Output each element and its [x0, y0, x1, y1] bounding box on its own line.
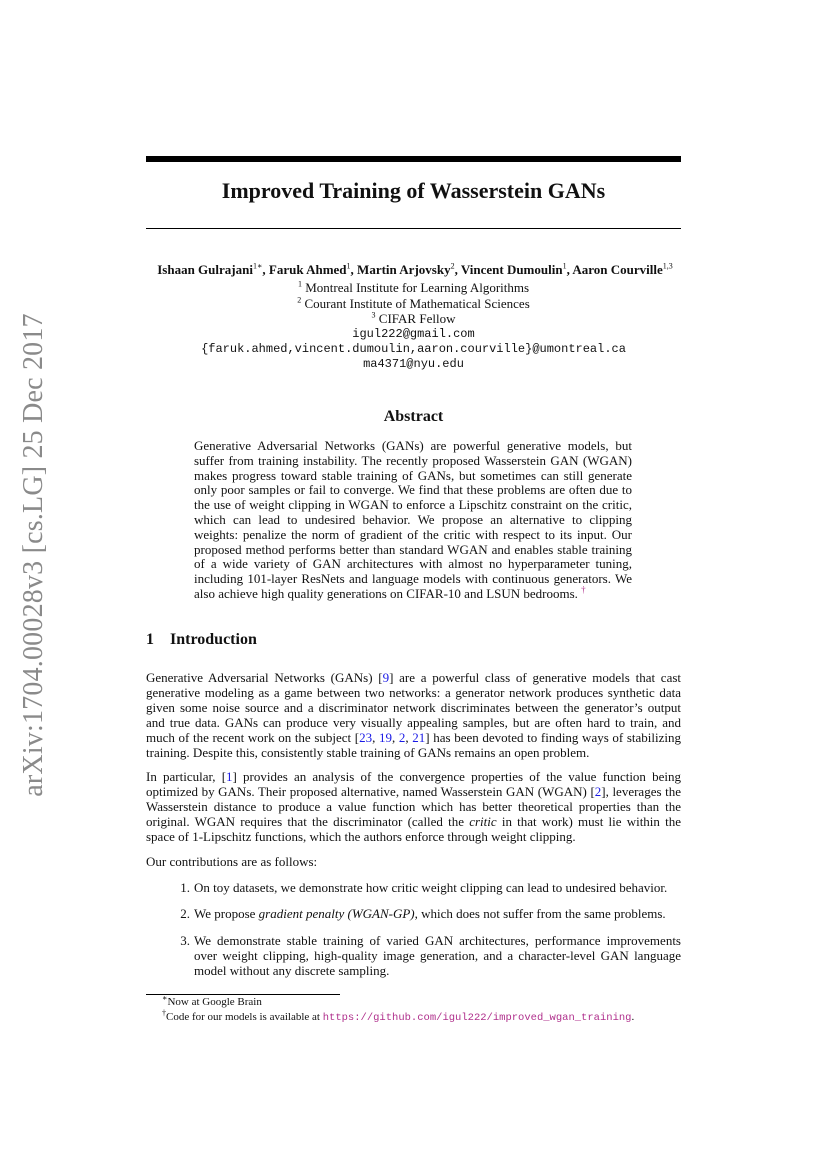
text-run: We propose — [194, 906, 259, 921]
footnote — [162, 1008, 635, 1024]
intro-paragraph-1: Generative Adversarial Networks (GANs) [9] are a powerful class of generative models that cast generative modeling as a game between two networks: a generator network produces synthetic data given some noise source and a discriminator network discriminates between the generator’s output and true data. GANs can produce very visually appealing samples, but are often hard to train, and much of the recent work on the subject [23, 19, 2, 21] has been devoted to finding ways of stabilizing training. Despite this, consistently stable training of GANs remains an open problem. — [146, 670, 682, 760]
list-number: 3. — [180, 933, 190, 948]
author-name: Aaron Courville — [572, 262, 663, 277]
author-separator: , — [454, 262, 461, 277]
citation-link[interactable]: 23 — [359, 729, 373, 745]
emphasis-text: gradient penalty (WGAN-GP) — [258, 906, 415, 921]
text-run: , which does not suffer from the same problems. — [414, 906, 666, 921]
author-affil-mark: 1∗ — [252, 261, 263, 271]
text-run: ] provides an analysis of the convergence properties of the value function being optimized by GANs. Their proposed alternative, named Wasserstein GAN (WGAN) [ — [146, 769, 681, 799]
author-affil-mark: 1,3 — [662, 261, 673, 271]
footnote-rule — [146, 994, 340, 995]
section-heading — [146, 631, 257, 649]
title-top-rule — [146, 156, 681, 162]
abstract-body — [194, 439, 632, 602]
author-separator: , — [262, 262, 269, 277]
contribution-item — [176, 881, 681, 896]
citation-link[interactable]: 2 — [398, 729, 406, 745]
citation-link[interactable]: 9 — [382, 670, 390, 685]
intro-paragraph-2 — [146, 770, 681, 845]
text-run: in that work) must lie within the space of 1-Lipschitz functions, which the authors enforce through weight clipping. — [146, 813, 681, 844]
list-text: We demonstrate stable training of varied GAN architectures, performance improvements over weight clipping, high-quality image generation, and a character-level GAN language model without any discrete sampling. — [194, 933, 681, 978]
abstract-heading: Abstract — [383, 408, 444, 425]
contribution-item — [176, 907, 681, 922]
text-run: ], leverages the Wasserstein distance to produce a value function which has better theoretical properties than the original. WGAN requires that the discriminator (called the — [146, 783, 681, 829]
citation-link[interactable]: 19 — [379, 729, 392, 745]
paper-title: Improved Training of Wasserstein GANs — [221, 178, 606, 203]
author-affil-mark: 2 — [450, 261, 455, 271]
author-separator: , — [350, 262, 358, 277]
author-affil-mark: 1 — [346, 261, 351, 271]
citation-link[interactable]: 21 — [412, 729, 426, 745]
author-affil-mark: 1 — [562, 261, 567, 271]
list-number: 1. — [180, 880, 190, 895]
email: {faruk.ahmed,vincent.dumoulin,aaron.courville}@umontreal.ca — [201, 342, 626, 356]
footnote-mark: † — [162, 1008, 166, 1018]
contribution-item — [176, 934, 681, 979]
affiliation — [146, 311, 681, 327]
author-name: Faruk Ahmed — [268, 262, 347, 277]
affiliation-mark: 3 — [371, 310, 376, 320]
text-run: In particular, [ — [146, 769, 227, 784]
affiliation-mark: 2 — [297, 295, 302, 305]
affiliation-mark: 1 — [297, 279, 302, 289]
code-url-link[interactable]: https://github.com/igul222/improved_wgan_training — [322, 1012, 632, 1024]
arxiv-sidebar — [14, 310, 54, 800]
text-run: ] has been devoted to finding ways of stabilizing training. Despite this, consistently stable training of GANs remains an open problem. — [146, 729, 682, 760]
author-name: Martin Arjovsky — [357, 262, 451, 277]
affiliation-text: Courant Institute of Mathematical Sciences — [304, 296, 530, 311]
author-separator: , — [566, 262, 573, 277]
affiliation-text: Montreal Institute for Learning Algorithms — [305, 280, 530, 295]
affiliation — [146, 296, 681, 312]
section-title: Introduction — [170, 631, 257, 648]
email: ma4371@nyu.edu — [363, 357, 464, 371]
code-footnote-link[interactable]: † — [581, 584, 586, 595]
citation-link[interactable]: 1 — [226, 769, 233, 784]
abstract-text: Generative Adversarial Networks (GANs) are powerful generative models, but suffer from training instability. The recently proposed Wasserstein GAN (WGAN) makes progress toward stable training of GANs, but sometimes can still generate only poor samples or fail to converge. We find that these problems are often due to the use of weight clipping in WGAN to enforce a Lipschitz constraint on the critic, which can lead to undesired behavior. We propose an alternative to clipping weights: penalize the norm of gradient of the critic with respect to its input. Our proposed method performs better than standard WGAN and enables stable training of a wide variety of GAN architectures with almost no hyperparameter tuning, including 101-layer ResNets and language models with continuous generators. We also achieve high quality generations on CIFAR-10 and LSUN bedrooms. — [194, 438, 632, 601]
text-run: Generative Adversarial Networks (GANs) [ — [146, 670, 383, 685]
author-name: Vincent Dumoulin — [460, 262, 563, 277]
section-number: 1 — [146, 631, 154, 648]
list-number: 2. — [180, 906, 190, 921]
list-text: On toy datasets, we demonstrate how critic weight clipping can lead to undesired behavior. — [194, 880, 668, 895]
footnote-mark: ∗ — [162, 993, 168, 1003]
affiliation — [146, 280, 681, 296]
emphasis-text: critic — [469, 813, 497, 829]
email: igul222@gmail.com — [352, 327, 475, 341]
arxiv-stamp: arXiv:1704.00028v3 [cs.LG] 25 Dec 2017 — [18, 313, 49, 797]
author-list — [120, 262, 710, 278]
footnote-text: Code for our models is available at — [166, 1011, 323, 1023]
author-name: Ishaan Gulrajani — [157, 262, 253, 277]
affiliation-text: CIFAR Fellow — [378, 311, 456, 326]
footnote-text: . — [631, 1011, 635, 1023]
citation-link[interactable]: 2 — [594, 783, 602, 799]
intro-paragraph-3: Our contributions are as follows: — [146, 854, 318, 869]
text-run: ] are a powerful class of generative models that cast generative modeling as a game between two networks: a generator network produces synthetic data given some noise source and a discriminator network discriminates between the generator’s output and true data. GANs can produce very visually appealing samples, but are often hard to train, and much of the recent work on the subject [ — [146, 670, 682, 745]
footnote-text: Now at Google Brain — [167, 996, 262, 1008]
title-bottom-rule — [146, 228, 681, 229]
footnote — [162, 993, 262, 1008]
list-text — [194, 907, 681, 922]
